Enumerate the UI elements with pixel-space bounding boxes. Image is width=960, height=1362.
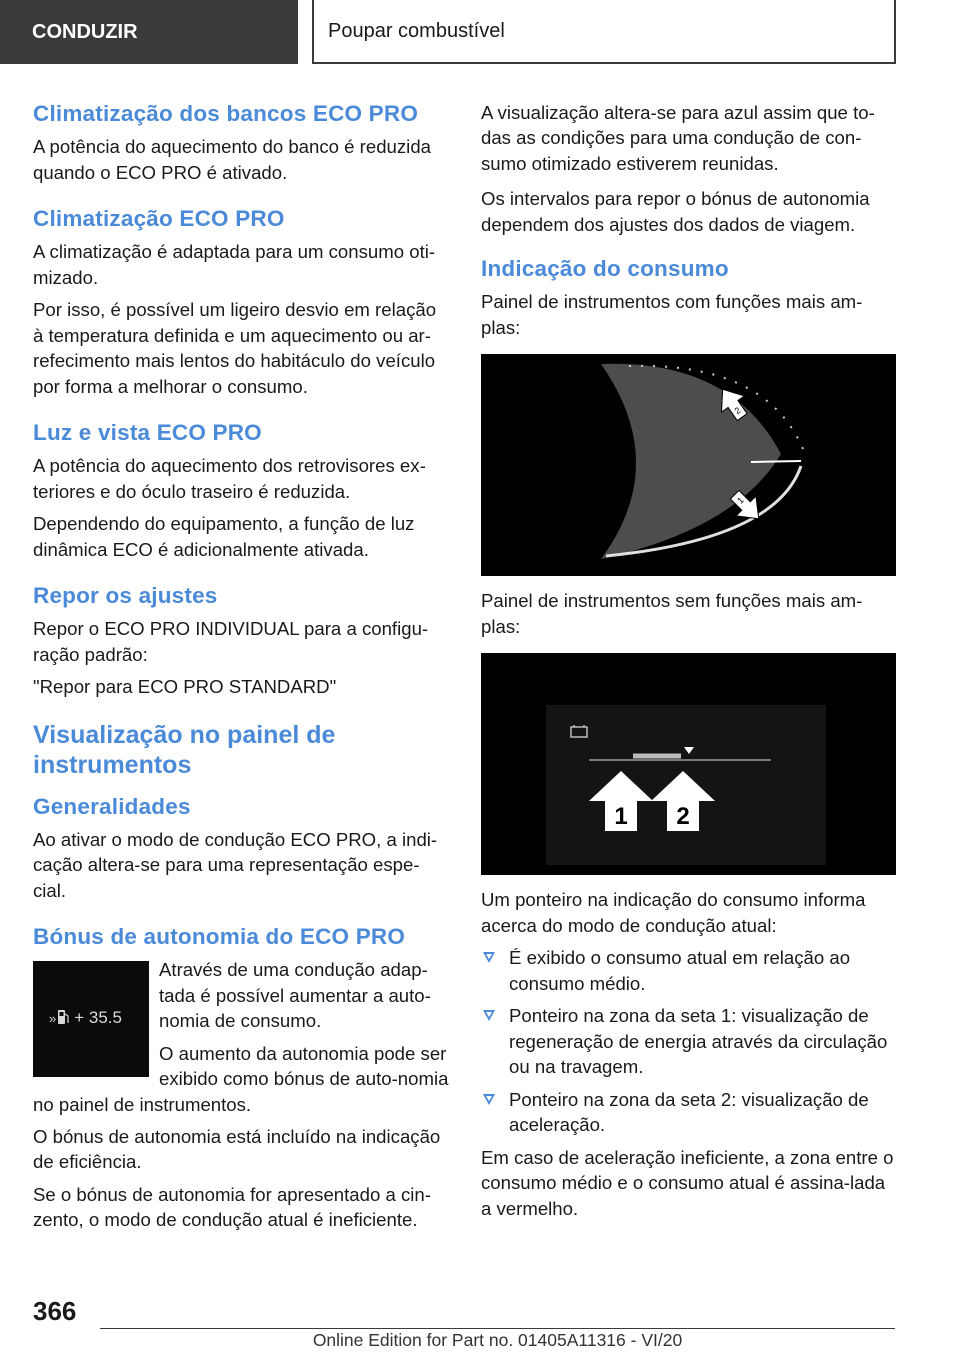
section-title: Bónus de autonomia do ECO PRO [33, 924, 406, 950]
header-subsection-label: Poupar combustível [328, 19, 505, 42]
left-column [33, 100, 451, 1253]
chevron-icon: » [49, 1011, 57, 1027]
paragraph: Se o bónus de autonomia for apresentado a cin‐zento, o modo de condução atual é ineficiente. [33, 1183, 431, 1231]
cluster-basic-image [481, 653, 896, 875]
section-range-bonus [33, 923, 451, 1233]
paragraph: A climatização é adaptada para um consumo oti‐mizado. [33, 241, 436, 288]
section-title: Luz e vista ECO PRO [33, 420, 262, 445]
arrow-1-label: 1 [614, 803, 628, 831]
section-seat-climate [33, 100, 451, 185]
section-title: Climatização ECO PRO [33, 206, 285, 232]
section-reset-settings [33, 582, 451, 700]
section-title: Indicação do consumo [481, 256, 729, 282]
bullet-triangle-icon [483, 1010, 495, 1021]
paragraph: Os intervalos para repor o bónus de autonomia dependem dos ajustes dos dados de viagem. [481, 188, 870, 235]
paragraph: Repor o ECO PRO INDIVIDUAL para a configu‐ração padrão: [33, 618, 429, 665]
caption: Painel de instrumentos sem funções mais am‐plas: [481, 590, 863, 637]
arrow-2-label: 2 [676, 803, 690, 831]
paragraph: A potência do aquecimento do banco é reduzida quando o ECO PRO é ativado. [33, 136, 431, 183]
list-item [481, 945, 896, 996]
caption: Painel de instrumentos com funções mais am‐plas: [481, 291, 863, 338]
page-number: 366 [33, 1296, 77, 1326]
paragraph: O aumento da autonomia pode ser exibido como bónus de auto‐nomia no painel de instrumentos. [33, 1042, 449, 1115]
section-light-view [33, 419, 451, 562]
section-general [33, 793, 451, 904]
paragraph: Em caso de aceleração ineficiente, a zona entre o consumo médio e o consumo atual é assina‐lada a vermelho. [481, 1146, 894, 1219]
paragraph: Através de uma condução adap‐tada é possível aumentar a auto‐nomia de consumo. [159, 959, 431, 1032]
eco-bonus-readout [49, 1008, 122, 1028]
paragraph: O bónus de autonomia está incluído na indicação de eficiência. [33, 1126, 441, 1173]
cluster-extended-image [481, 354, 896, 576]
section-consumption [481, 255, 896, 1221]
eco-bonus-value: + 35.5 [74, 1008, 122, 1028]
list-item [481, 1003, 896, 1079]
eco-bonus-display-image [33, 961, 149, 1077]
header-section-tab [0, 0, 298, 64]
paragraph: Dependendo do equipamento, a função de luz dinâmica ECO é adicionalmente ativada. [33, 513, 415, 560]
header-subsection-tab [312, 0, 896, 64]
paragraph: Um ponteiro na indicação do consumo informa acerca do modo de condução atual: [481, 889, 866, 936]
paragraph: "Repor para ECO PRO STANDARD" [33, 676, 337, 698]
chapter-title: Visualização no painel de instrumentos [33, 720, 336, 780]
bullet-triangle-icon [483, 1094, 495, 1105]
paragraph: Ao ativar o modo de condução ECO PRO, a indi‐cação altera-se para uma representação espe‐cial. [33, 828, 438, 901]
arrow-2-label: 2 [732, 405, 743, 417]
list-item-text: É exibido o consumo atual em relação ao consumo médio. [509, 947, 851, 994]
list-item-text: Ponteiro na zona da seta 2: visualização de aceleração. [509, 1088, 869, 1136]
section-climate-eco [33, 205, 451, 399]
section-title: Generalidades [33, 793, 191, 819]
paragraph: Por isso, é possível um ligeiro desvio em relação à temperatura definida e um aquecimento ou ar‐refecimento mais lentos do habitáculo do veículo por forma a melhorar o consumo. [33, 299, 437, 397]
header-section-label: CONDUZIR [32, 20, 138, 43]
list-item-text: Ponteiro na zona da seta 1: visualização de regeneração de energia através da circulação ou na travagem. [509, 1005, 888, 1078]
paragraph: A potência do aquecimento dos retrovisores ex‐teriores e do óculo traseiro é reduzida. [33, 455, 426, 502]
bullet-triangle-icon [483, 952, 495, 963]
gauge-pointer [751, 461, 801, 462]
section-title: Climatização dos bancos ECO PRO [33, 101, 419, 126]
section-title: Repor os ajustes [33, 583, 218, 608]
list-item [481, 1087, 896, 1138]
footer-divider [100, 1328, 895, 1329]
arrow-1-label: 1 [735, 495, 746, 507]
bullet-list [481, 945, 896, 1137]
paragraph: A visualização altera-se para azul assim que to‐das as condições para uma condução de con‐sumo otimizado estiverem reunidas. [481, 102, 875, 174]
section-instrument-display [33, 720, 451, 781]
footer-edition: Online Edition for Part no. 01405A11316 - VI/20 [312, 1330, 683, 1350]
right-column [481, 100, 896, 1241]
fuel-pump-icon [57, 1009, 70, 1025]
